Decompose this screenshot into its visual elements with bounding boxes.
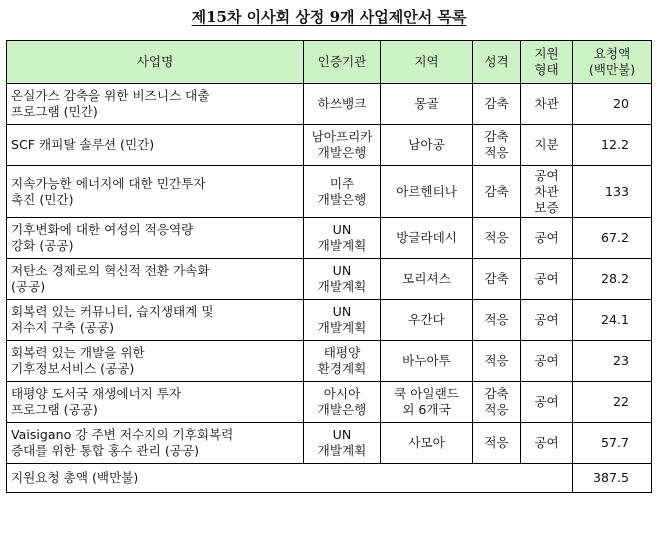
table-row xyxy=(7,166,652,218)
table-row xyxy=(7,84,652,125)
certifying-agency: 태평양 환경계획 xyxy=(304,341,381,382)
nature: 감축 적응 xyxy=(473,382,521,423)
region: 모리셔스 xyxy=(381,259,473,300)
region: 쿡 아일랜드 외 6개국 xyxy=(381,382,473,423)
certifying-agency: UN 개발계획 xyxy=(304,218,381,259)
header-project: 사업명 xyxy=(7,41,304,84)
table-row xyxy=(7,218,652,259)
requested-amount: 57.7 xyxy=(573,423,652,464)
region: 아르헨티나 xyxy=(381,166,473,218)
total-amount: 387.5 xyxy=(573,464,652,493)
region: 바누아투 xyxy=(381,341,473,382)
nature: 감축 xyxy=(473,84,521,125)
requested-amount: 20 xyxy=(573,84,652,125)
certifying-agency: UN 개발계획 xyxy=(304,259,381,300)
certifying-agency: 남아프리카 개발은행 xyxy=(304,125,381,166)
support-type: 지분 xyxy=(521,125,573,166)
requested-amount: 22 xyxy=(573,382,652,423)
nature: 적응 xyxy=(473,218,521,259)
project-table xyxy=(6,40,652,493)
requested-amount: 24.1 xyxy=(573,300,652,341)
project-name: 온실가스 감축을 위한 비즈니스 대출 프로그램 (민간) xyxy=(7,84,304,125)
certifying-agency: UN 개발계획 xyxy=(304,423,381,464)
nature: 적응 xyxy=(473,423,521,464)
region: 우간다 xyxy=(381,300,473,341)
certifying-agency: 아시아 개발은행 xyxy=(304,382,381,423)
project-name: 저탄소 경제로의 혁신적 전환 가속화 (공공) xyxy=(7,259,304,300)
certifying-agency: UN 개발계획 xyxy=(304,300,381,341)
total-label: 지원요청 총액 (백만불) xyxy=(7,464,573,493)
header-support-type: 지원 형태 xyxy=(521,41,573,84)
region: 남아공 xyxy=(381,125,473,166)
requested-amount: 12.2 xyxy=(573,125,652,166)
header-agency: 인증기관 xyxy=(304,41,381,84)
total-row xyxy=(7,464,652,493)
nature: 적응 xyxy=(473,341,521,382)
support-type: 공여 xyxy=(521,218,573,259)
support-type: 차관 xyxy=(521,84,573,125)
support-type: 공여 xyxy=(521,382,573,423)
header-amount: 요청액 (백만불) xyxy=(573,41,652,84)
header-nature: 성격 xyxy=(473,41,521,84)
nature: 감축 xyxy=(473,259,521,300)
requested-amount: 133 xyxy=(573,166,652,218)
project-name: 회복력 있는 커뮤니티, 습지생태계 및 저수지 구축 (공공) xyxy=(7,300,304,341)
nature: 감축 xyxy=(473,166,521,218)
support-type: 공여 xyxy=(521,341,573,382)
header-region: 지역 xyxy=(381,41,473,84)
table-row xyxy=(7,259,652,300)
support-type: 공여 xyxy=(521,300,573,341)
requested-amount: 23 xyxy=(573,341,652,382)
region: 몽골 xyxy=(381,84,473,125)
table-row xyxy=(7,300,652,341)
requested-amount: 28.2 xyxy=(573,259,652,300)
support-type: 공여 xyxy=(521,423,573,464)
requested-amount: 67.2 xyxy=(573,218,652,259)
page-title: 제15차 이사회 상정 9개 사업제안서 목록 xyxy=(191,8,467,26)
certifying-agency: 미주 개발은행 xyxy=(304,166,381,218)
project-name: 기후변화에 대한 여성의 적응역량 강화 (공공) xyxy=(7,218,304,259)
nature: 감축 적응 xyxy=(473,125,521,166)
nature: 적응 xyxy=(473,300,521,341)
region: 방글라데시 xyxy=(381,218,473,259)
project-name: Vaisigano 강 주변 저수지의 기후회복력 증대를 위한 통합 홍수 관리 (공공) xyxy=(7,423,304,464)
project-name: 태평양 도서국 재생에너지 투자 프로그램 (공공) xyxy=(7,382,304,423)
table-row xyxy=(7,382,652,423)
project-name: SCF 캐피탈 솔루션 (민간) xyxy=(7,125,304,166)
certifying-agency: 하쓰뱅크 xyxy=(304,84,381,125)
project-name: 회복력 있는 개발을 위한 기후정보서비스 (공공) xyxy=(7,341,304,382)
project-name: 지속가능한 에너지에 대한 민간투자 촉진 (민간) xyxy=(7,166,304,218)
support-type: 공여 xyxy=(521,259,573,300)
table-row xyxy=(7,341,652,382)
support-type: 공여 차관 보증 xyxy=(521,166,573,218)
header-row xyxy=(7,41,652,84)
table-row xyxy=(7,423,652,464)
table-row xyxy=(7,125,652,166)
region: 사모아 xyxy=(381,423,473,464)
